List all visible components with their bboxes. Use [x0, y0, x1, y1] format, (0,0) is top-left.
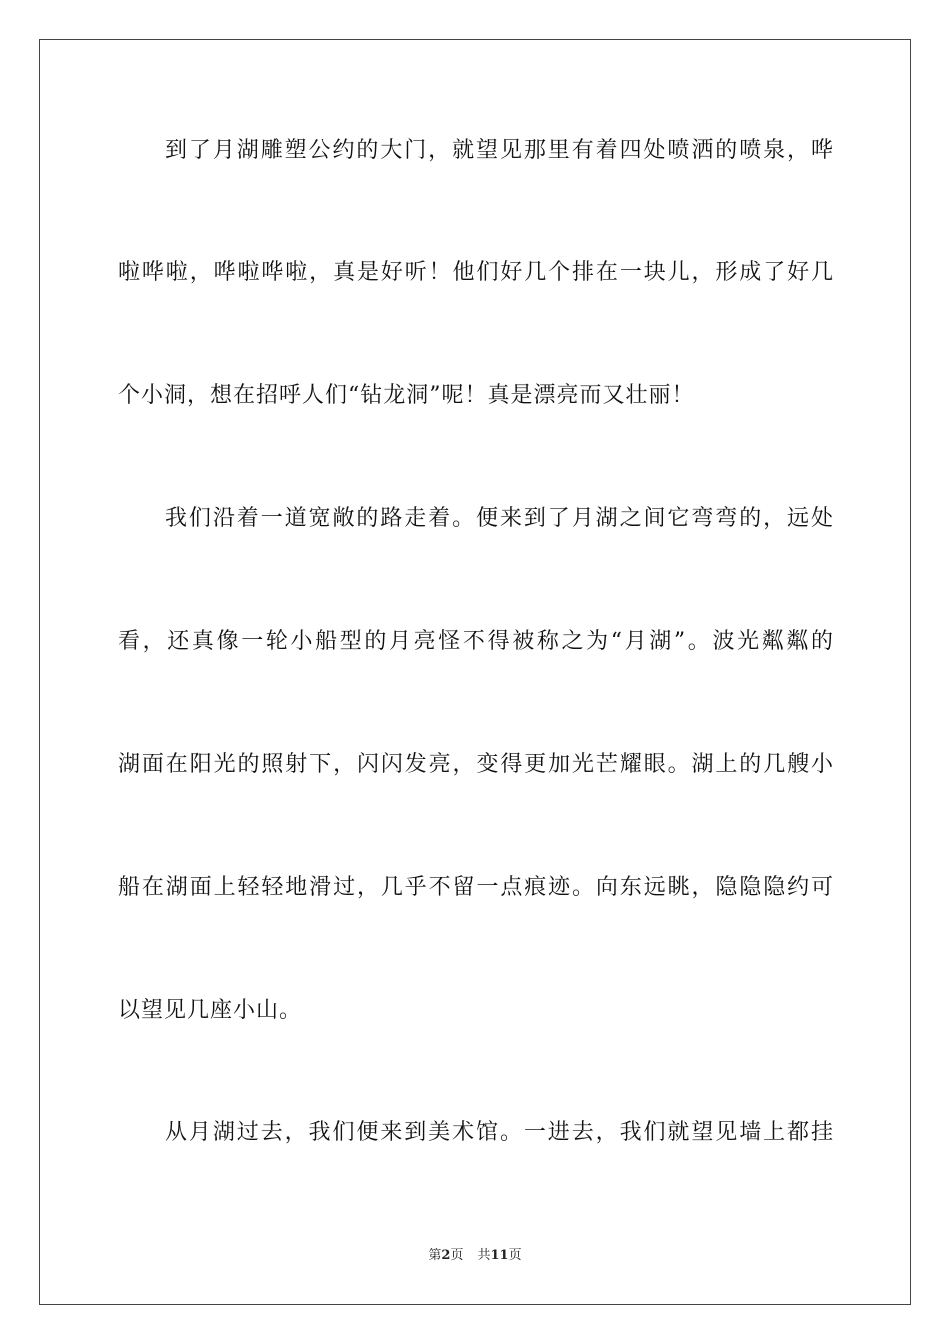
total-pages-prefix: 共 [477, 1248, 491, 1263]
page-number-current: 2 [441, 1248, 451, 1263]
paragraph-2-line-5: 以望见几座小山。 [118, 998, 303, 1023]
page-frame [39, 39, 911, 1305]
page-number-prefix: 第 [428, 1248, 442, 1263]
paragraph-2-line-1: 我们沿着一道宽敞的路走着。便来到了月湖之间它弯弯的，远处 [165, 506, 834, 531]
paragraph-3-line-1: 从月湖过去，我们便来到美术馆。一进去，我们就望见墙上都挂 [165, 1120, 834, 1145]
paragraph-2-line-3: 湖面在阳光的照射下，闪闪发亮，变得更加光芒耀眼。湖上的几艘小 [118, 752, 834, 777]
page-footer [0, 1247, 950, 1265]
paragraph-1-line-1: 到了月湖雕塑公约的大门，就望见那里有着四处喷洒的喷泉，哗 [165, 138, 834, 163]
paragraph-1-line-2: 啦哗啦，哗啦哗啦，真是好听！他们好几个排在一块儿，形成了好几 [118, 260, 834, 285]
paragraph-2-line-4: 船在湖面上轻轻地滑过，几乎不留一点痕迹。向东远眺，隐隐隐约可 [118, 875, 834, 900]
paragraph-2-line-2: 看，还真像一轮小船型的月亮怪不得被称之为“月湖”。波光粼粼的 [118, 629, 834, 654]
paragraph-1-line-3: 个小洞，想在招呼人们“钻龙洞”呢！真是漂亮而又壮丽！ [118, 383, 695, 408]
page-number-suffix: 页 [450, 1248, 464, 1263]
total-pages-count: 11 [490, 1248, 509, 1263]
total-pages-suffix: 页 [508, 1248, 522, 1263]
